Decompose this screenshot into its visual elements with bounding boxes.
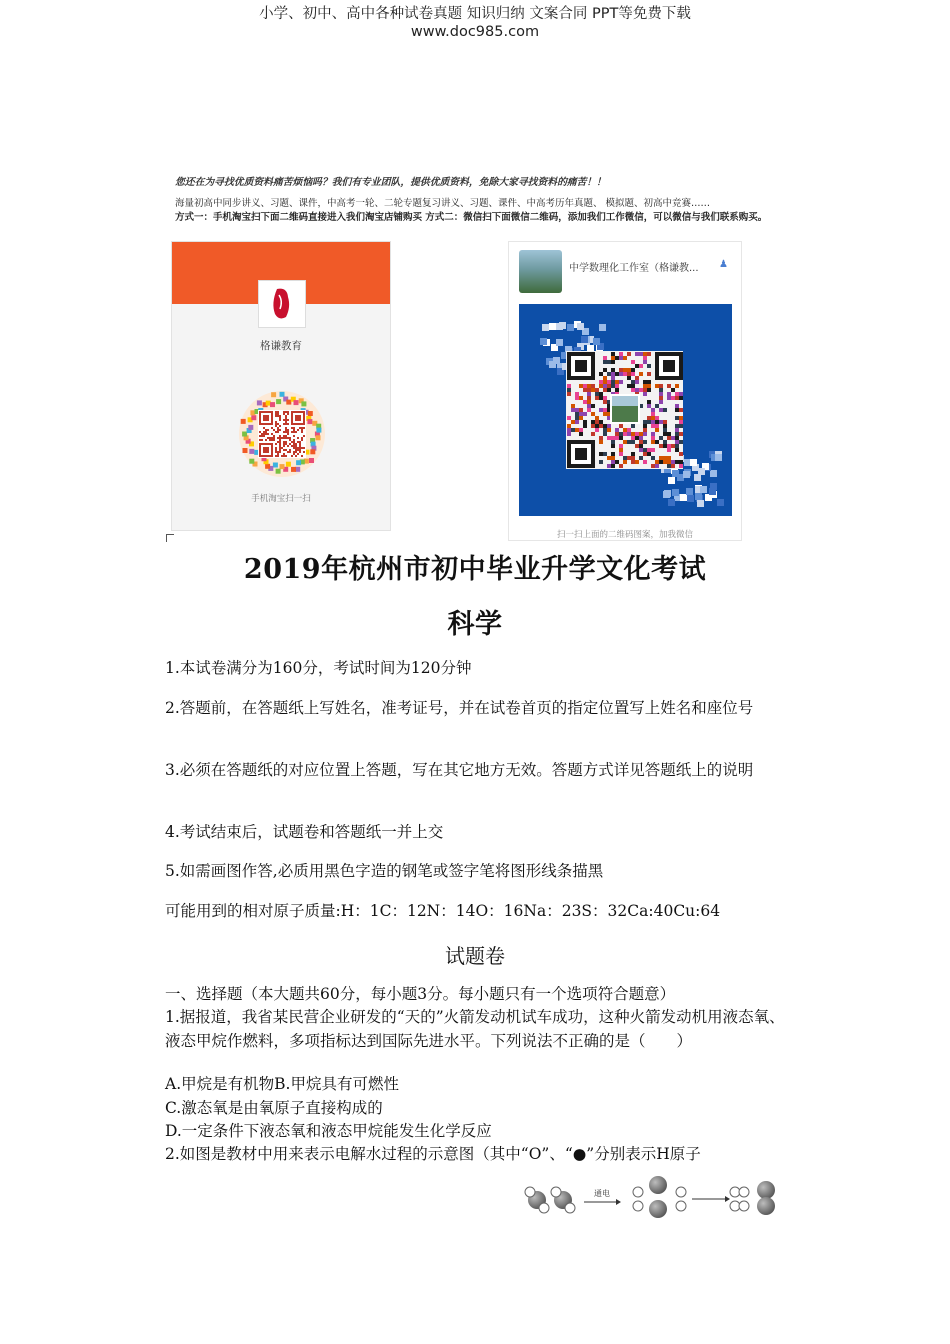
note-3: 3.必须在答题纸的对应位置上答题，写在其它地方无效。答题方式详见答题纸上的说明 [165,761,754,779]
promo-line1: 您还在为寻找优质资料痛苦烦恼吗？我们有专业团队，提供优质资料，免除大家寻找资料的痛苦！！ [175,177,607,188]
promo-line3: 方式一：手机淘宝扫下面二维码直接进入我们淘宝店铺购买 方式二：微信扫下面微信二维码，添加我们工作微信，可以微信与我们联系购买。 [175,212,768,223]
wechat-avatar [519,250,562,293]
site-url[interactable]: www.doc985.com [410,24,540,40]
gender-icon: ♟ [719,259,728,270]
note-1: 1.本试卷满分为160分，考试时间为120分钟 [165,659,472,677]
wechat-qr-panel [508,241,742,541]
q2-stem: 2.如图是教材中用来表示电解水过程的示意图（其中“O”、“●”分别表示H原子 [165,1145,701,1163]
wechat-name: 中学数理化工作室（格谦教... [569,263,699,274]
site-header-line1: 小学、初中、高中各种试卷真题 知识归纳 文案合同 PPT等免费下载 [259,6,691,22]
crop-mark [166,534,174,542]
electrolysis-diagram [520,1172,782,1222]
q1-option-c: C.激态氧是由氧原子直接构成的 [165,1099,383,1117]
promo-line2: 海量初高中同步讲义、习题、课件，中高考一轮、二轮专题复习讲义、习题、课件、中高考历年真题、 模拟题、初高中竞赛…… [175,198,711,209]
note-5: 5.如需画图作答,必质用黑色字造的钢笔或签字笔将图形线条描黑 [165,862,604,880]
q1-option-d: D.一定条件下液态氧和液态甲烷能发生化学反应 [165,1122,492,1140]
wechat-qr-code[interactable] [519,304,732,516]
note-2: 2.答题前，在答题纸上写姓名，准考证号，并在试卷首页的指定位置写上姓名和座位号 [165,699,754,717]
part1-heading: 一、选择题（本大题共60分，每小题3分。每小题只有一个选项符合题意） [165,985,676,1003]
shop-name: 格谦教育 [260,340,302,352]
note-4: 4.考试结束后，试题卷和答题纸一并上交 [165,823,444,841]
shop-logo [258,280,306,328]
water-molecule-2 [551,1187,575,1213]
diagram-label: 通电 [594,1189,610,1198]
atomic-masses: 可能用到的相对原子质量:H：1C：12N：14O：16Na：23S：32Ca:40Cu:64 [165,902,721,920]
q1-option-ab: A.甲烷是有机物B.甲烷具有可燃性 [165,1075,399,1093]
taobao-qr-code[interactable] [238,390,326,478]
taobao-caption: 手机淘宝扫一扫 [251,494,311,504]
water-molecule-1 [525,1187,549,1213]
taobao-qr-panel [171,241,391,531]
section-title: 试题卷 [445,944,505,968]
q1-stem: 1.据报道，我省某民营企业研发的“天的”火箭发动机试车成功，这种火箭发动机用液态氧、液态甲烷作燃料，多项指标达到国际先进水平。下列说法不正确的是（ ） [165,1008,785,1050]
exam-title: 2019年杭州市初中毕业升学文化考试 [243,554,707,585]
exam-subject: 科学 [447,609,503,640]
wechat-caption: 扫一扫上面的二维码图案，加我微信 [556,530,693,540]
